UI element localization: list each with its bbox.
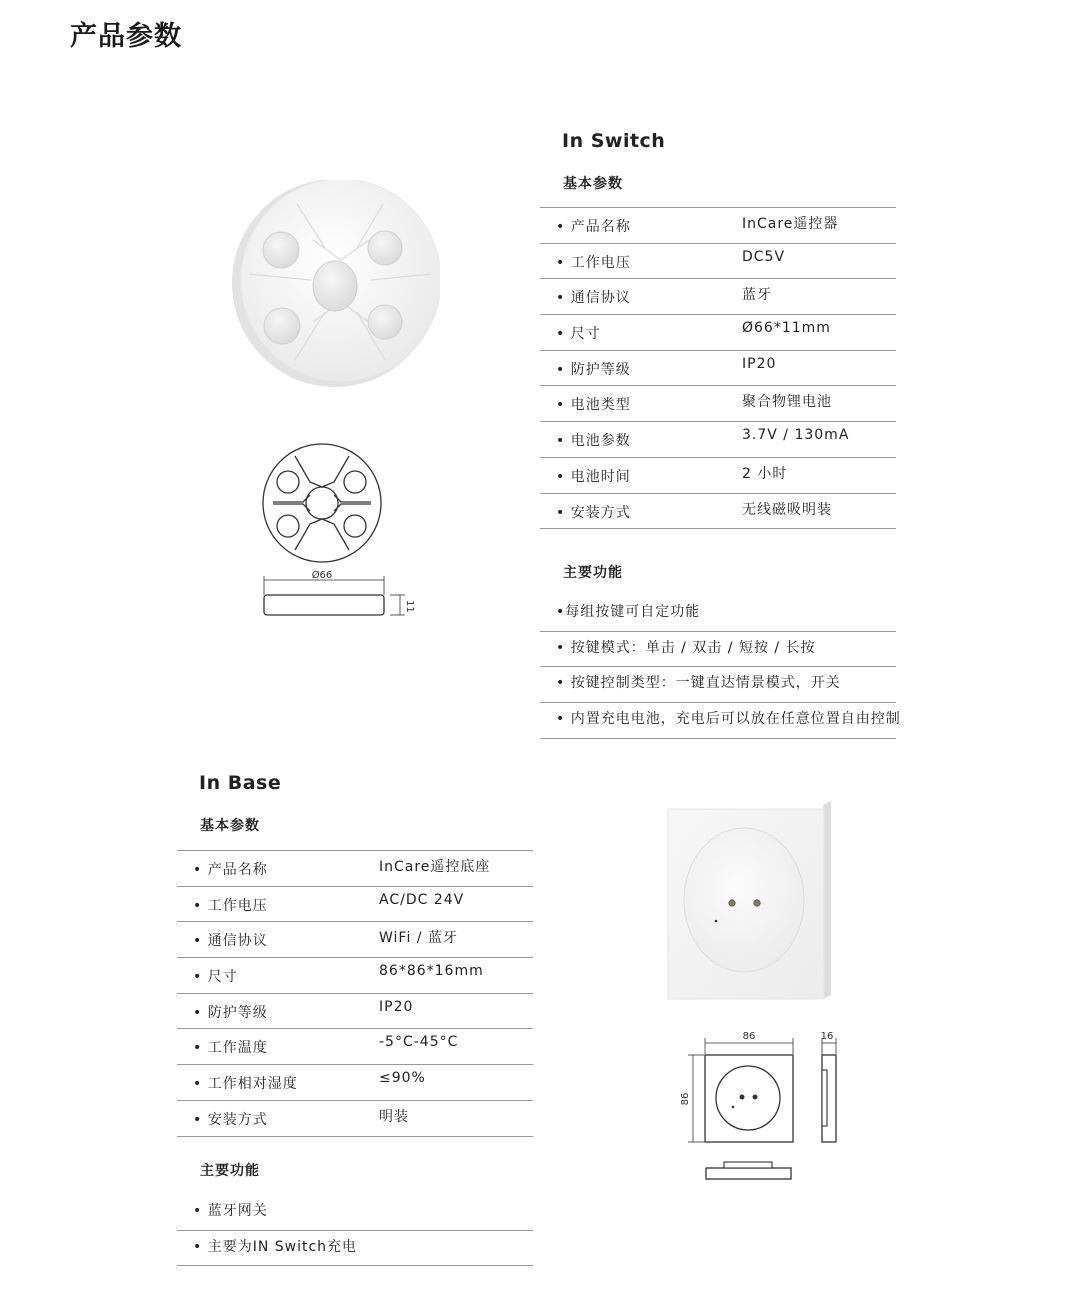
spec-value: IP20 <box>379 998 414 1015</box>
feature-text: • 内置充电电池，充电后可以放在任意位置自由控制 <box>556 711 901 728</box>
spec-value: 2 小时 <box>742 465 788 482</box>
base-width-label: 86 <box>742 1031 756 1042</box>
spec-value: ≤90% <box>379 1070 426 1087</box>
spec-label: • 工作电压 <box>556 254 631 271</box>
spec-label: • 电池参数 <box>556 433 631 450</box>
list-item <box>540 632 896 668</box>
spec-label: • 工作相对湿度 <box>193 1076 298 1093</box>
list-item <box>540 703 901 739</box>
spec-value: InCare遥控底座 <box>379 859 491 875</box>
spec-label: • 尺寸 <box>193 969 238 986</box>
spec-row <box>540 351 896 387</box>
spec-value: InCare遥控器 <box>742 216 839 232</box>
spec-row <box>540 494 896 530</box>
base-basic-params-heading: 基本参数 <box>200 818 260 834</box>
list-item <box>540 667 896 703</box>
spec-label: • 电池类型 <box>556 397 631 414</box>
spec-label: • 产品名称 <box>556 219 631 235</box>
spec-label: • 安装方式 <box>193 1111 268 1128</box>
spec-label: • 通信协议 <box>556 290 631 307</box>
spec-value: DC5V <box>742 248 786 265</box>
spec-row <box>540 279 896 315</box>
list-item <box>177 1231 533 1267</box>
spec-value: 明装 <box>379 1108 409 1125</box>
spec-label: • 电池时间 <box>556 468 631 485</box>
switch-product-image <box>225 180 440 395</box>
base-feature-list <box>177 1195 533 1266</box>
spec-value: 聚合物锂电池 <box>742 394 832 411</box>
spec-label: • 防护等级 <box>556 361 631 378</box>
spec-label: • 安装方式 <box>556 504 631 521</box>
base-product-image <box>660 795 845 1010</box>
base-spec-table <box>177 850 533 1137</box>
feature-text: •每组按键可自定功能 <box>556 604 701 620</box>
spec-value: AC/DC 24V <box>379 891 465 908</box>
base-depth-label: 16 <box>820 1031 834 1042</box>
spec-label: • 工作电压 <box>193 897 268 914</box>
switch-product-name: In Switch <box>562 130 666 152</box>
spec-row <box>540 244 896 280</box>
spec-value: IP20 <box>742 355 777 372</box>
spec-row <box>177 958 533 994</box>
base-dimension-drawing <box>672 1024 847 1184</box>
spec-row <box>177 887 533 923</box>
spec-value: Ø66*11mm <box>742 320 831 337</box>
spec-label: • 防护等级 <box>193 1004 268 1021</box>
feature-text: • 主要为IN Switch充电 <box>193 1238 358 1255</box>
spec-value: 3.7V / 130mA <box>742 427 850 444</box>
spec-value: 无线磁吸明装 <box>742 501 832 518</box>
base-height-label: 86 <box>680 1092 691 1106</box>
spec-row <box>540 315 896 351</box>
page-title: 产品参数 <box>70 21 182 52</box>
spec-row <box>177 922 533 958</box>
spec-label: • 通信协议 <box>193 933 268 950</box>
feature-text: • 按键控制类型：一键直达情景模式，开关 <box>556 675 841 692</box>
spec-row <box>540 386 896 422</box>
spec-label: • 产品名称 <box>193 862 268 878</box>
spec-label: • 工作温度 <box>193 1040 268 1057</box>
spec-value: -5°C-45°C <box>379 1034 459 1051</box>
spec-row <box>177 1065 533 1101</box>
switch-dimension-drawing <box>255 440 425 625</box>
switch-basic-params-heading: 基本参数 <box>563 176 623 192</box>
spec-row <box>540 208 896 244</box>
switch-diameter-label: Ø66 <box>311 570 333 581</box>
spec-row <box>177 994 533 1030</box>
spec-value: 蓝牙 <box>742 287 772 304</box>
spec-row <box>177 1029 533 1065</box>
feature-text: • 蓝牙网关 <box>193 1203 268 1219</box>
switch-feature-list <box>540 596 901 739</box>
spec-label: • 尺寸 <box>556 326 601 343</box>
spec-row <box>540 458 896 494</box>
spec-row <box>177 851 533 887</box>
base-product-name: In Base <box>199 772 282 794</box>
feature-text: • 按键模式：单击 / 双击 / 短按 / 长按 <box>556 639 816 656</box>
switch-spec-table <box>540 207 896 529</box>
spec-value: WiFi / 蓝牙 <box>379 930 458 947</box>
list-item <box>540 596 896 632</box>
switch-thickness-label: 11 <box>404 600 415 613</box>
base-features-heading: 主要功能 <box>200 1163 260 1179</box>
list-item <box>177 1195 533 1231</box>
spec-row <box>540 422 896 458</box>
spec-row <box>177 1101 533 1137</box>
switch-features-heading: 主要功能 <box>563 565 623 581</box>
spec-value: 86*86*16mm <box>379 963 484 980</box>
